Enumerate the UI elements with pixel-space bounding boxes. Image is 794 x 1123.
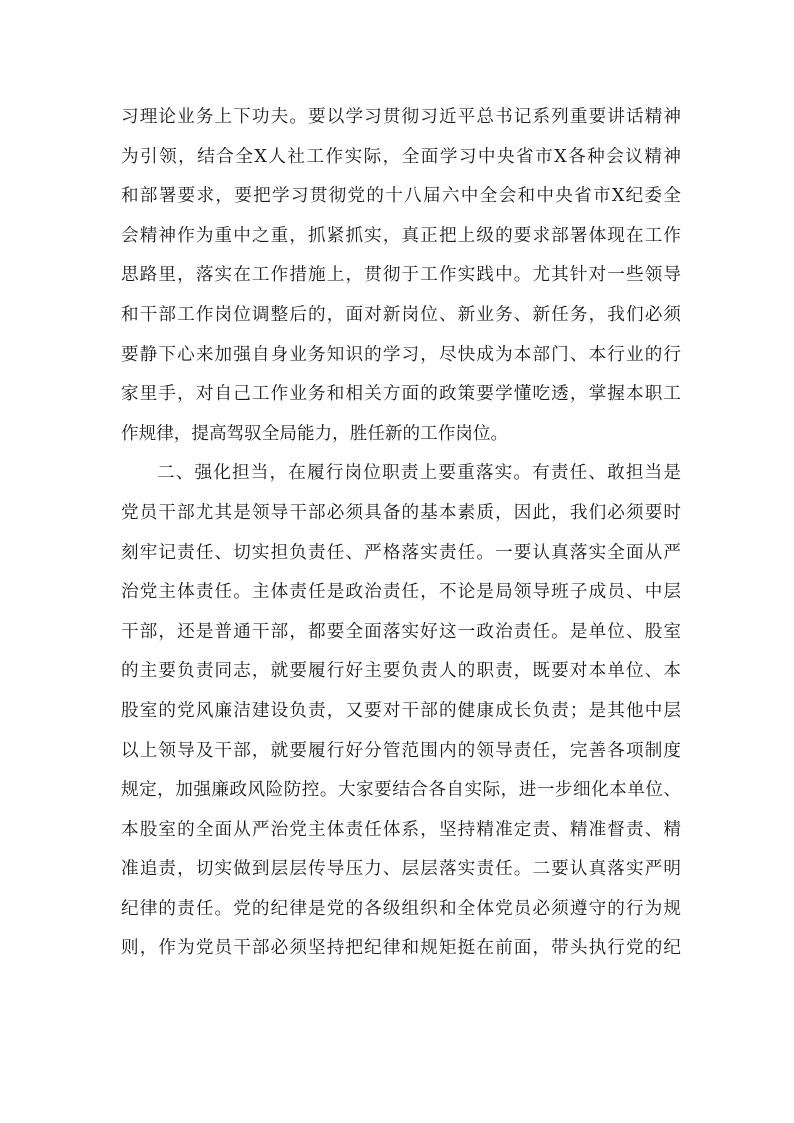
- text-line: 党员干部尤其是领导干部必须具备的基本素质，因此，我们必须要时: [121, 502, 681, 523]
- text-line: 刻牢记责任、切实担负责任、严格落实责任。一要认真落实全面从严: [121, 542, 681, 563]
- text-line: 纪律的责任。党的纪律是党的各级组织和全体党员必须遵守的行为规: [121, 898, 681, 919]
- body-text: [121, 98, 681, 969]
- section-heading-line: 二、强化担当，在履行岗位职责上要重落实。有责任、敢担当是: [157, 463, 681, 484]
- text-line: 和部署要求，要把学习贯彻党的十八届六中全会和中央省市X纪委全: [121, 186, 681, 207]
- text-line: 家里手，对自己工作业务和相关方面的政策要学懂吃透，掌握本职工: [121, 384, 681, 405]
- text-line: 要静下心来加强自身业务知识的学习，尽快成为本部门、本行业的行: [121, 344, 681, 365]
- text-line: 的主要负责同志，就要履行好主要负责人的职责，既要对本单位、本: [121, 661, 681, 682]
- text-line: 则，作为党员干部必须坚持把纪律和规矩挺在前面，带头执行党的纪: [121, 938, 681, 959]
- paragraph-end-line: 作规律，提高驾驭全局能力，胜任新的工作岗位。: [121, 423, 509, 444]
- text-line: 习理论业务上下功夫。要以学习贯彻习近平总书记系列重要讲话精神: [121, 107, 681, 127]
- text-line: 和干部工作岗位调整后的，面对新岗位、新业务、新任务，我们必须: [121, 304, 681, 325]
- text-line: 准追责，切实做到层层传导压力、层层落实责任。二要认真落实严明: [121, 859, 681, 880]
- text-line: 思路里，落实在工作措施上，贯彻于工作实践中。尤其针对一些领导: [121, 265, 681, 286]
- text-line: 治党主体责任。主体责任是政治责任，不论是局领导班子成员、中层: [121, 582, 681, 603]
- text-line: 干部，还是普通干部，都要全面落实好这一政治责任。是单位、股室: [121, 621, 681, 642]
- text-line: 会精神作为重中之重，抓紧抓实，真正把上级的要求部署体现在工作: [121, 225, 681, 246]
- text-line: 本股室的全面从严治党主体责任体系，坚持精准定责、精准督责、精: [121, 819, 681, 840]
- text-line: 以上领导及干部，就要履行好分管范围内的领导责任，完善各项制度: [121, 740, 681, 761]
- text-line: 股室的党风廉洁建设负责，又要对干部的健康成长负责；是其他中层: [121, 700, 681, 721]
- text-line: 规定，加强廉政风险防控。大家要结合各自实际，进一步细化本单位、: [121, 780, 681, 801]
- text-line: 为引领，结合全X人社工作实际，全面学习中央省市X各种会议精神: [121, 146, 681, 167]
